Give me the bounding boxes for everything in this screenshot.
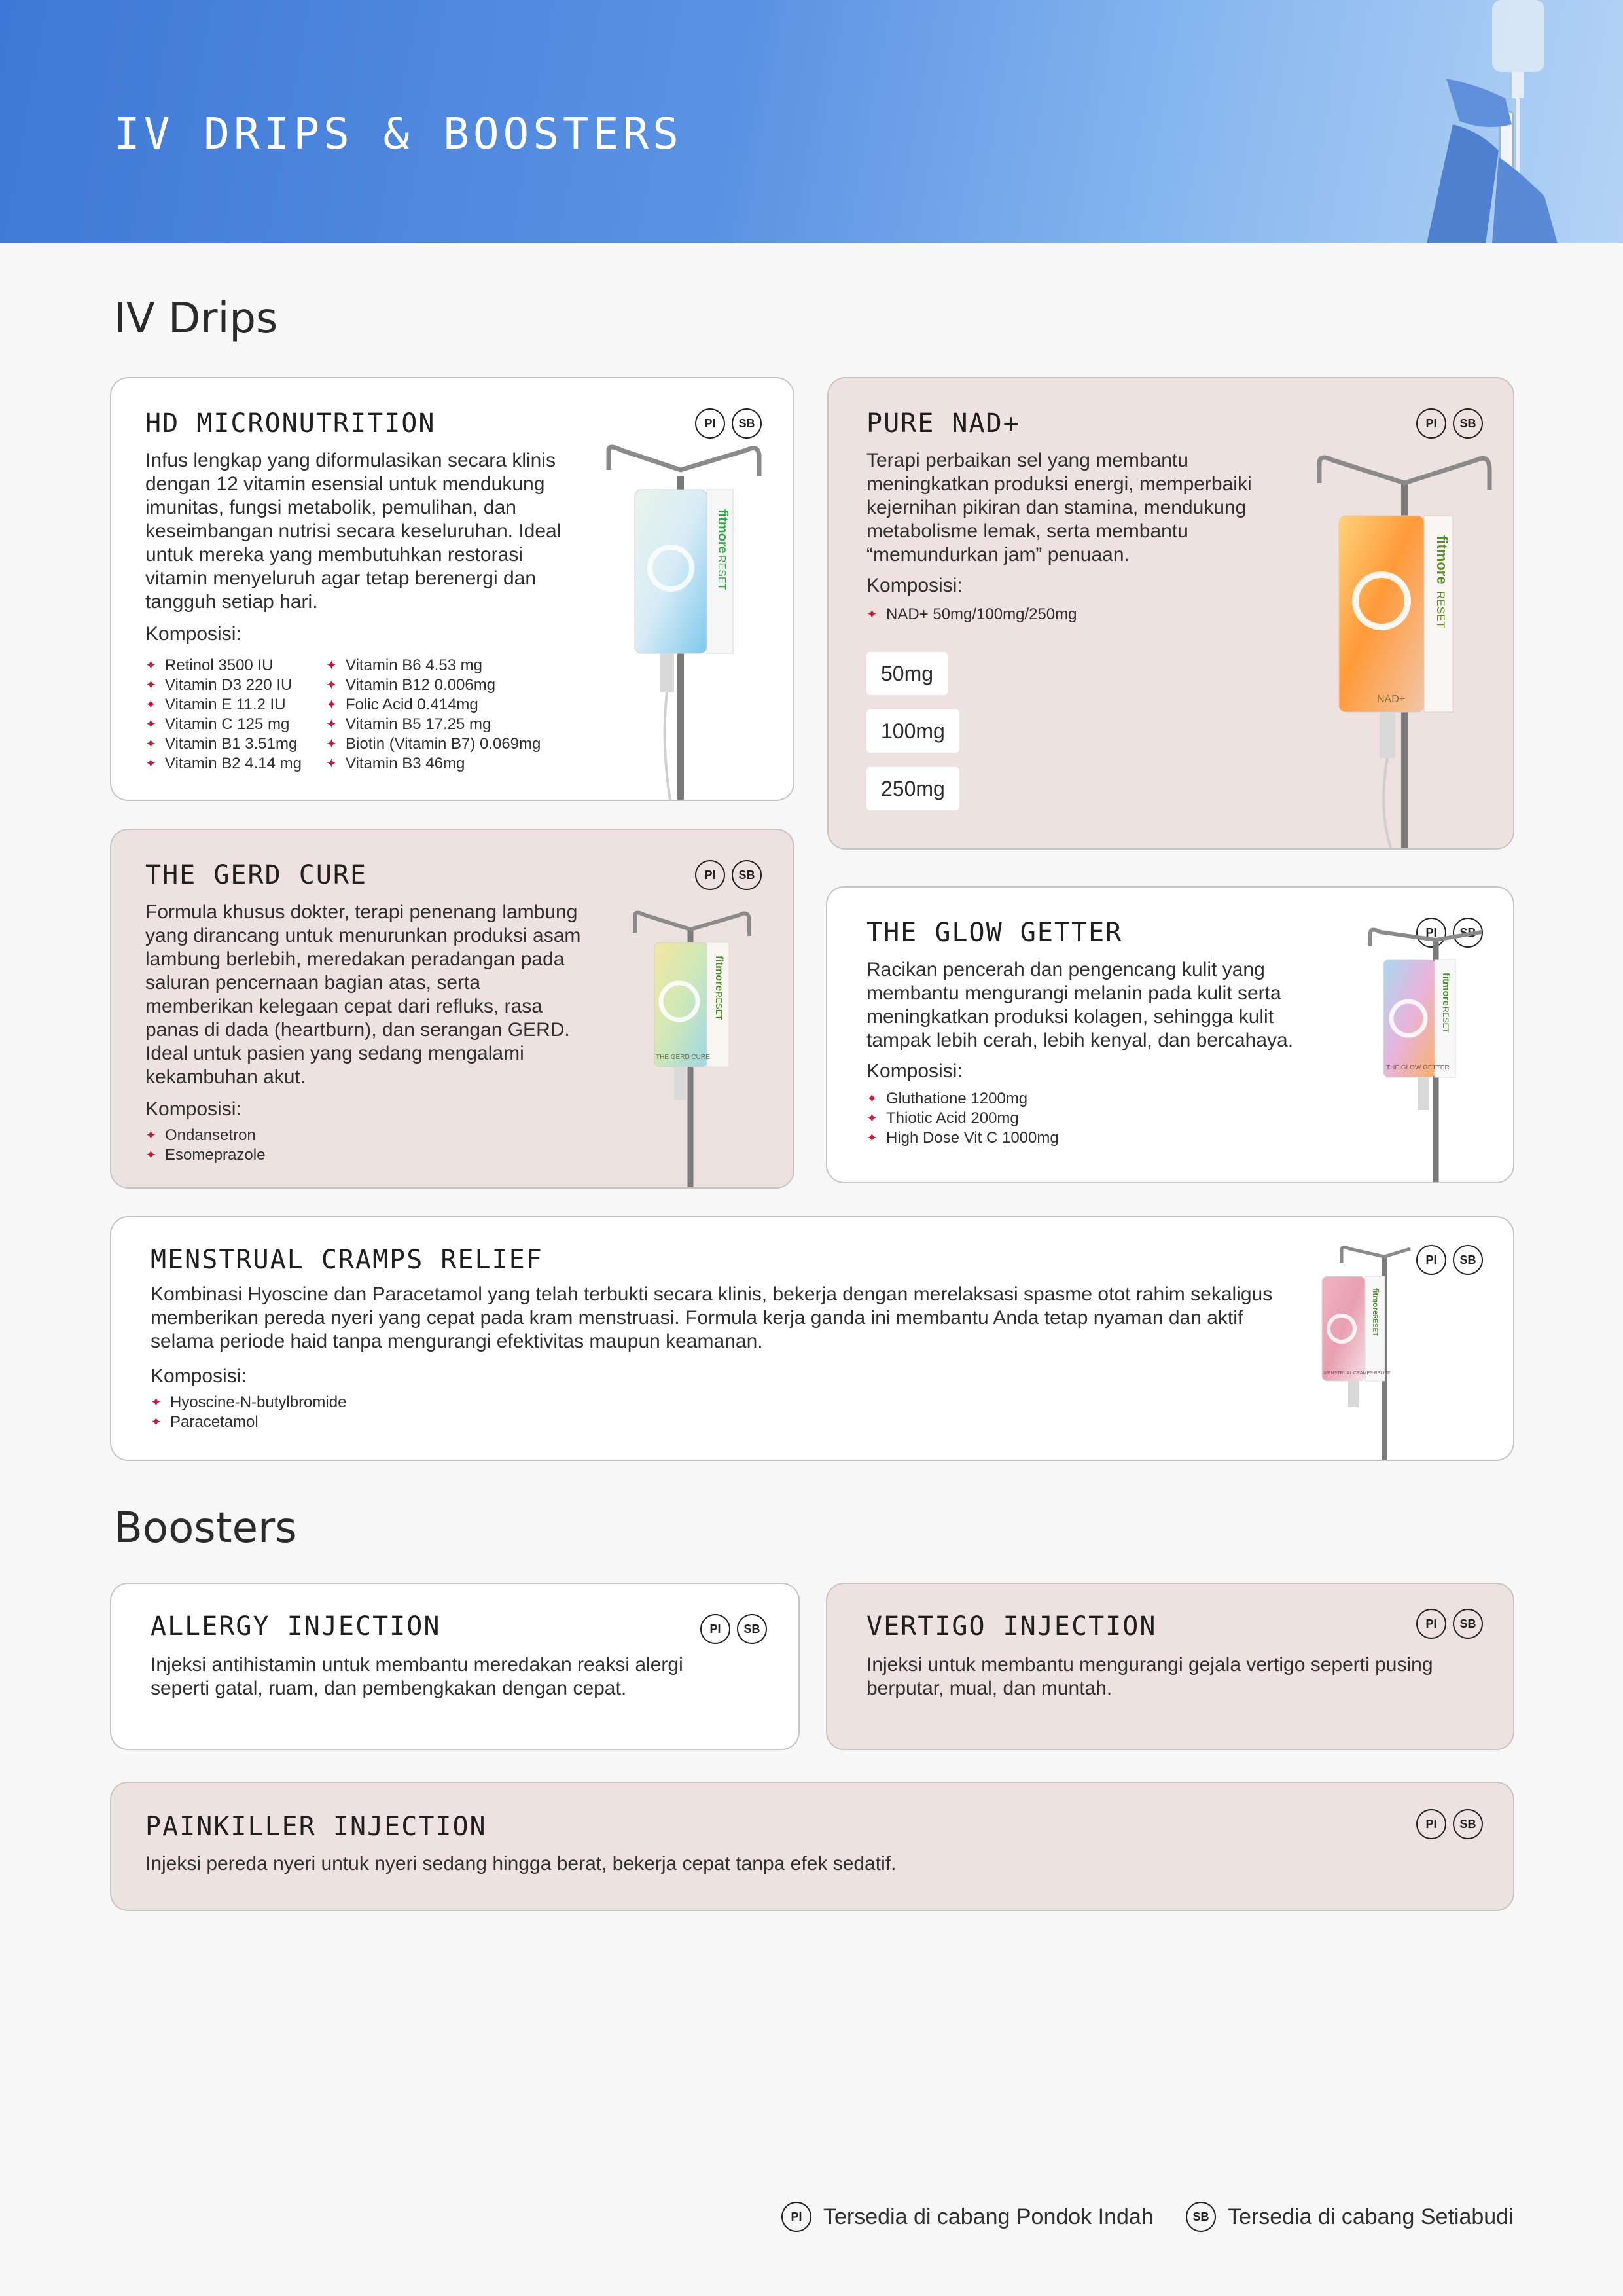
branch-badges xyxy=(1416,1609,1483,1639)
ingredient-list xyxy=(866,1089,1059,1148)
list-item: ✦ Folic Acid 0.414mg xyxy=(326,695,541,715)
ingredient-list xyxy=(145,1126,265,1165)
card-title: PAINKILLER INJECTION xyxy=(145,1812,487,1842)
iv-bag-illustration xyxy=(1302,1237,1414,1461)
page-title: IV DRIPS & BOOSTERS xyxy=(114,109,683,159)
bag-brand-text: fitmore xyxy=(1434,535,1450,584)
list-item: ✦ Vitamin B12 0.006mg xyxy=(326,675,541,695)
bag-brand-text: fitmore xyxy=(1440,973,1452,1006)
card-title: THE GLOW GETTER xyxy=(866,918,1123,948)
ingredient-list xyxy=(866,605,1077,624)
bag-brand-suffix-text: RESET xyxy=(714,992,724,1020)
card-description: Infus lengkap yang diformulasikan secara klinis dengan 12 vitamin esensial untuk mendukung imunitas, fungsi metabolik, pemulihan, dan keseimbangan nutrisi secara keseluruhan. Ideal untuk mereka yang membutuhkan restorasi vitamin menyeluruh agar tetap berenergi dan tangguh setiap hari. xyxy=(145,450,562,613)
section-title-boosters: Boosters xyxy=(114,1504,297,1552)
card-description: Racikan pencerah dan pengencang kulit yang membantu mengurangi melanin pada kulit serta meningkatkan produksi kolagen, sehingga kulit tampak lebih cerah, lebih kenyal, dan bercahaya. xyxy=(866,959,1294,1051)
card-painkiller-injection xyxy=(110,1782,1514,1911)
komposisi-label: Komposisi: xyxy=(866,1060,963,1082)
bag-brand-text: fitmore xyxy=(715,509,730,554)
branch-badges xyxy=(695,860,762,890)
card-title: ALLERGY INJECTION xyxy=(151,1611,441,1641)
list-item: ✦ Hyoscine-N-butylbromide xyxy=(151,1393,346,1412)
bag-brand-suffix-text: RESET xyxy=(1371,1314,1378,1336)
list-item: ✦ Vitamin D3 220 IU xyxy=(145,675,302,695)
branch-badges xyxy=(700,1614,767,1644)
bag-brand-suffix-text: RESET xyxy=(1441,1007,1450,1033)
list-item: ✦ Vitamin B3 46mg xyxy=(326,754,541,774)
card-title: VERTIGO INJECTION xyxy=(866,1611,1157,1641)
list-item: ✦ Vitamin B5 17.25 mg xyxy=(326,715,541,734)
dose-option-50mg: 50mg xyxy=(866,652,948,695)
card-description: Injeksi untuk membantu mengurangi gejala vertigo seperti pusing berputar, mual, dan muntah. xyxy=(866,1654,1433,1699)
sb-badge-icon: SB xyxy=(732,860,762,890)
bag-brand-text: fitmore xyxy=(713,956,724,992)
card-title: MENSTRUAL CRAMPS RELIEF xyxy=(151,1245,543,1275)
list-item: ✦ Vitamin E 11.2 IU xyxy=(145,695,302,715)
card-allergy-injection xyxy=(110,1583,800,1750)
dose-option-250mg: 250mg xyxy=(866,767,959,810)
pi-badge-icon: PI xyxy=(695,408,725,439)
card-description: Injeksi pereda nyeri untuk nyeri sedang hingga berat, bekerja cepat tanpa efek sedatif. xyxy=(145,1853,897,1874)
sb-badge-icon: SB xyxy=(1453,1245,1483,1275)
bag-brand-suffix-text: RESET xyxy=(716,555,727,590)
legend-label: Tersedia di cabang Pondok Indah xyxy=(823,2204,1154,2229)
sb-badge-icon: SB xyxy=(1186,2202,1216,2232)
ingredient-list xyxy=(151,1393,346,1432)
bag-nad-text: NAD+ xyxy=(1377,694,1406,705)
branch-badges xyxy=(1416,1245,1483,1275)
card-gerd-cure xyxy=(110,829,794,1189)
list-item: ✦ NAD+ 50mg/100mg/250mg xyxy=(866,605,1077,624)
list-item: ✦ Ondansetron xyxy=(145,1126,265,1145)
list-item: ✦ Vitamin C 125 mg xyxy=(145,715,302,734)
list-item: ✦ Retinol 3500 IU xyxy=(145,656,302,675)
pi-badge-icon: PI xyxy=(1416,1809,1446,1839)
list-item: ✦ Thiotic Acid 200mg xyxy=(866,1109,1059,1128)
dose-option-100mg: 100mg xyxy=(866,709,959,753)
pi-badge-icon: PI xyxy=(695,860,725,890)
section-title-iv-drips: IV Drips xyxy=(114,295,278,343)
ingredient-list-col2 xyxy=(326,656,541,774)
list-item: ✦ Biotin (Vitamin B7) 0.069mg xyxy=(326,734,541,754)
card-title: THE GERD CURE xyxy=(145,860,368,890)
card-vertigo-injection xyxy=(826,1583,1514,1750)
list-item: ✦ High Dose Vit C 1000mg xyxy=(866,1128,1059,1148)
card-title: HD MICRONUTRITION xyxy=(145,408,436,439)
list-item: ✦ Gluthatione 1200mg xyxy=(866,1089,1059,1109)
card-description: Injeksi antihistamin untuk membantu meredakan reaksi alergi seperti gatal, ruam, dan pembengkakan dengan cepat. xyxy=(151,1654,683,1699)
iv-bag-illustration xyxy=(1287,444,1496,850)
legend-pondok-indah xyxy=(781,2202,1154,2232)
branch-badges xyxy=(1416,408,1483,439)
pi-badge-icon: PI xyxy=(781,2202,812,2232)
card-pure-nad xyxy=(827,377,1514,850)
card-hd-micronutrition xyxy=(110,377,794,801)
pi-badge-icon: PI xyxy=(1416,1609,1446,1639)
list-item: ✦ Paracetamol xyxy=(151,1412,346,1432)
bag-brand-text: fitmore xyxy=(1371,1288,1380,1315)
sb-badge-icon: SB xyxy=(1453,918,1483,948)
branch-badges xyxy=(1416,1809,1483,1839)
bag-brand-suffix-text: RESET xyxy=(1435,591,1447,628)
list-item: ✦ Vitamin B2 4.14 mg xyxy=(145,754,302,774)
sb-badge-icon: SB xyxy=(732,408,762,439)
iv-bag-illustration xyxy=(582,437,772,801)
komposisi-label: Komposisi: xyxy=(866,575,963,596)
komposisi-label: Komposisi: xyxy=(145,623,241,645)
branch-badges xyxy=(695,408,762,439)
legend-label: Tersedia di cabang Setiabudi xyxy=(1228,2204,1514,2229)
card-title: PURE NAD+ xyxy=(866,408,1020,439)
list-item: ✦ Vitamin B1 3.51mg xyxy=(145,734,302,754)
bag-menstrual-text: MENSTRUAL CRAMPS RELIEF xyxy=(1324,1371,1391,1376)
pi-badge-icon: PI xyxy=(1416,1245,1446,1275)
list-item: ✦ Vitamin B6 4.53 mg xyxy=(326,656,541,675)
card-glow-getter xyxy=(826,886,1514,1183)
iv-bag-illustration xyxy=(1325,920,1488,1183)
komposisi-label: Komposisi: xyxy=(151,1365,247,1387)
legend-setiabudi xyxy=(1186,2202,1514,2232)
sb-badge-icon: SB xyxy=(1453,408,1483,439)
sb-badge-icon: SB xyxy=(1453,1809,1483,1839)
iv-bag-hand-illustration xyxy=(1348,0,1623,243)
card-description: Terapi perbaikan sel yang membantu meningkatkan produksi energi, memperbaiki kejernihan pikiran dan stamina, mendukung metabolisme lemak, serta membantu “memundurkan jam” penuaan. xyxy=(866,450,1252,565)
sb-badge-icon: SB xyxy=(737,1614,767,1644)
header-banner xyxy=(0,0,1623,243)
list-item: ✦ Esomeprazole xyxy=(145,1145,265,1165)
card-description: Formula khusus dokter, terapi penenang lambung yang dirancang untuk menurunkan produksi asam lambung berlebih, meredakan peradangan pada saluran pencernaan bagian atas, serta memberikan kelegaan cepat dari refluks, rasa panas di dada (heartburn), dan serangan GERD. Ideal untuk pasien yang sedang mengalami kekambuhan akut. xyxy=(145,901,581,1088)
iv-bag-illustration xyxy=(609,903,772,1189)
ingredient-list-col1 xyxy=(145,656,302,774)
bag-glow-text: THE GLOW GETTER xyxy=(1386,1064,1450,1071)
card-description: Kombinasi Hyoscine dan Paracetamol yang telah terbukti secara klinis, bekerja dengan merelaksasi spasme otot rahim sekaligus memberikan pereda nyeri yang cepat pada kram menstruasi. Formula kerja ganda ini membantu Anda tetap nyaman dan aktif selama periode haid tanpa mengurangi efektivitas maupun keamanan. xyxy=(151,1283,1273,1352)
pi-badge-icon: PI xyxy=(700,1614,730,1644)
sb-badge-icon: SB xyxy=(1453,1609,1483,1639)
pi-badge-icon: PI xyxy=(1416,918,1446,948)
komposisi-label: Komposisi: xyxy=(145,1098,241,1120)
pi-badge-icon: PI xyxy=(1416,408,1446,439)
bag-gerd-text: THE GERD CURE xyxy=(656,1054,710,1061)
card-menstrual-cramps-relief xyxy=(110,1216,1514,1461)
